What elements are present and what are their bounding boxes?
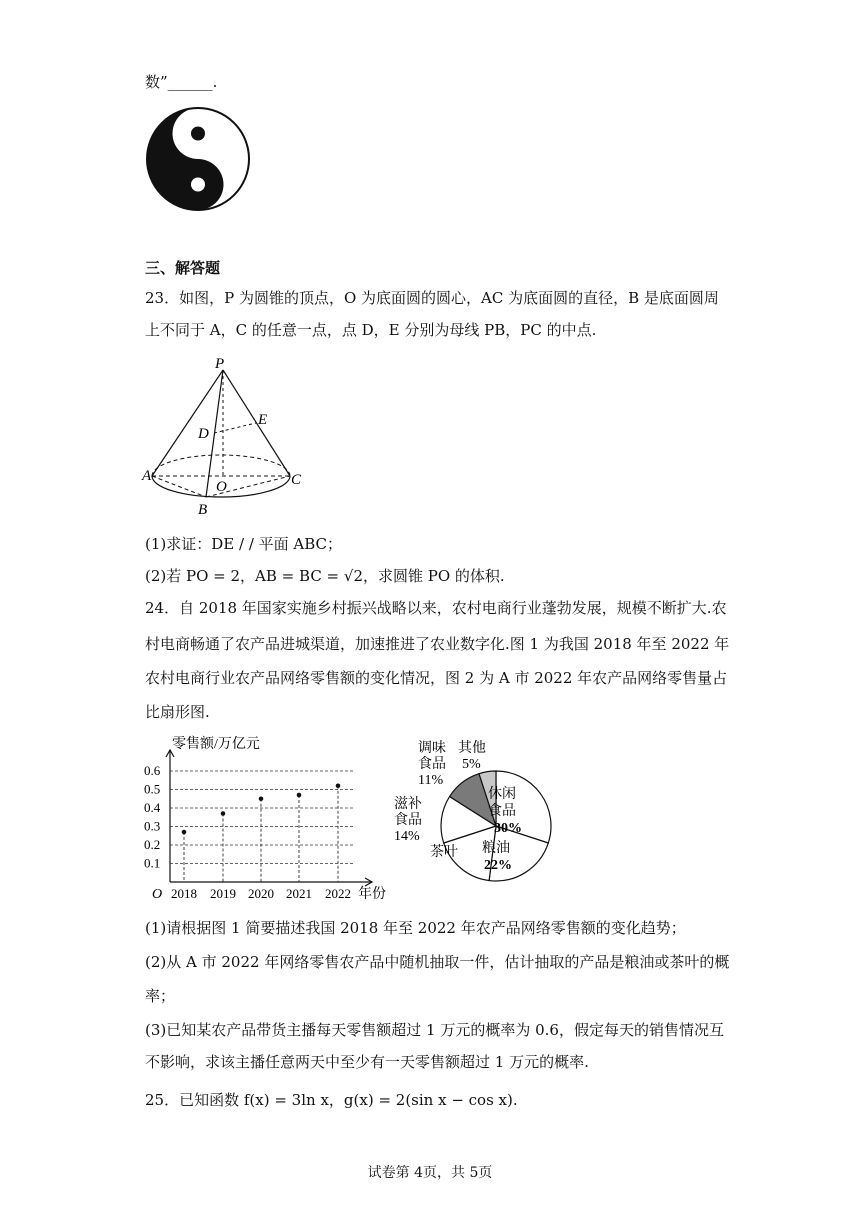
- cone-label-a: A: [142, 468, 152, 484]
- pie-label-liangyou: 粮油: [482, 841, 510, 856]
- x-tick-label: 2022: [325, 886, 351, 901]
- data-point: [336, 784, 341, 789]
- pie-label-xiuxian-2: 食品: [488, 804, 516, 819]
- pie-label-tiaowei-2: 食品: [418, 757, 446, 772]
- q23-part2: (2)若 PO = 2，AB = BC = √2，求圆锥 PO 的体积.: [145, 567, 505, 585]
- prev-question-text: 数”: [145, 73, 168, 91]
- x-tick-label: 2020: [248, 886, 274, 901]
- pie-label-qita: 其他: [458, 741, 486, 756]
- prev-question-tail: [145, 72, 217, 92]
- share-pie-chart: [388, 732, 558, 892]
- pie-label-xiuxian-pct: 30%: [494, 821, 522, 836]
- q24-line4: 比扇形图.: [145, 703, 210, 721]
- pie-label-tiaowei-pct: 11%: [418, 773, 444, 788]
- page-footer: 试卷第 4页，共 5页: [367, 1165, 493, 1181]
- answer-blank: ______: [167, 73, 213, 91]
- pie-label-zibu-2: 食品: [394, 813, 422, 828]
- y-tick-label: 0.4: [144, 800, 161, 815]
- q23-part1: (1)求证：DE / / 平面 ABC；: [145, 535, 343, 553]
- y-tick-label: 0.1: [144, 855, 161, 871]
- pie-label-tiaowei-1: 调味: [418, 741, 446, 756]
- data-point: [182, 830, 187, 835]
- q23-line2: 上不同于 A，C 的任意一点，点 D，E 分别为母线 PB，PC 的中点.: [145, 321, 597, 339]
- retail-sales-chart: [140, 732, 420, 904]
- pie-label-zibu-1: 滋补: [394, 797, 422, 812]
- origin-label: O: [152, 887, 163, 902]
- cone-label-p: P: [215, 356, 225, 372]
- cone-figure: [140, 352, 310, 522]
- data-point: [221, 811, 226, 816]
- y-tick-label: 0.6: [144, 763, 161, 778]
- prev-question-period: .: [212, 73, 218, 91]
- cone-label-c: C: [291, 472, 302, 488]
- data-point: [259, 796, 264, 801]
- y-tick-label: 0.5: [144, 781, 161, 797]
- q24-part1: (1)请根据图 1 简要描述我国 2018 年至 2022 年农产品网络零售额的变化趋势；: [145, 919, 686, 937]
- pie-label-chaye: 茶叶: [430, 845, 458, 860]
- cone-label-o: O: [216, 479, 227, 495]
- pie-label-liangyou-pct: 22%: [484, 858, 512, 873]
- cone-label-b: B: [198, 502, 208, 518]
- cone-label-d: D: [198, 426, 209, 442]
- section-title: 三、解答题: [145, 259, 221, 277]
- q24-part3-line1: (3)已知某农产品带货主播每天零售额超过 1 万元的概率为 0.6，假定每天的销售情况互: [145, 1021, 724, 1039]
- y-axis-label: 零售额/万亿元: [172, 737, 260, 752]
- q24-part2-line1: (2)从 A 市 2022 年网络零售农产品中随机抽取一件，估计抽取的产品是粮油或茶叶的概: [145, 953, 730, 971]
- y-tick-label: 0.3: [144, 818, 161, 834]
- q25-text: 25．已知函数 f(x) = 3ln x，g(x) = 2(sin x − cos x).: [145, 1091, 518, 1109]
- pie-label-zibu-pct: 14%: [394, 829, 420, 844]
- cone-label-e: E: [258, 412, 268, 428]
- q24-part2-line2: 率；: [145, 987, 176, 1005]
- x-tick-label: 2021: [286, 886, 312, 901]
- x-tick-label: 2018: [171, 886, 197, 901]
- q24-part3-line2: 不影响，求该主播任意两天中至少有一天零售额超过 1 万元的概率.: [145, 1053, 589, 1071]
- x-axis-label: 年份: [358, 887, 386, 902]
- q24-line3: 农村电商行业农产品网络零售额的变化情况，图 2 为 A 市 2022 年农产品网络零售量占: [145, 669, 728, 687]
- pie-label-xiuxian-1: 休闲: [488, 787, 516, 802]
- pie-label-qita-pct: 5%: [462, 757, 481, 772]
- yin-yang-figure: [145, 106, 251, 212]
- q23-line1: 23．如图，P 为圆锥的顶点，O 为底面圆的圆心，AC 为底面圆的直径，B 是底面圆周: [145, 289, 719, 307]
- y-tick-label: 0.2: [144, 837, 161, 852]
- q24-line2: 村电商畅通了农产品进城渠道，加速推进了农业数字化.图 1 为我国 2018 年至 2022 年: [145, 635, 730, 653]
- data-point: [297, 793, 302, 798]
- x-tick-label: 2019: [210, 886, 236, 901]
- q24-line1: 24．自 2018 年国家实施乡村振兴战略以来，农村电商行业蓬勃发展，规模不断扩大.农: [145, 599, 727, 617]
